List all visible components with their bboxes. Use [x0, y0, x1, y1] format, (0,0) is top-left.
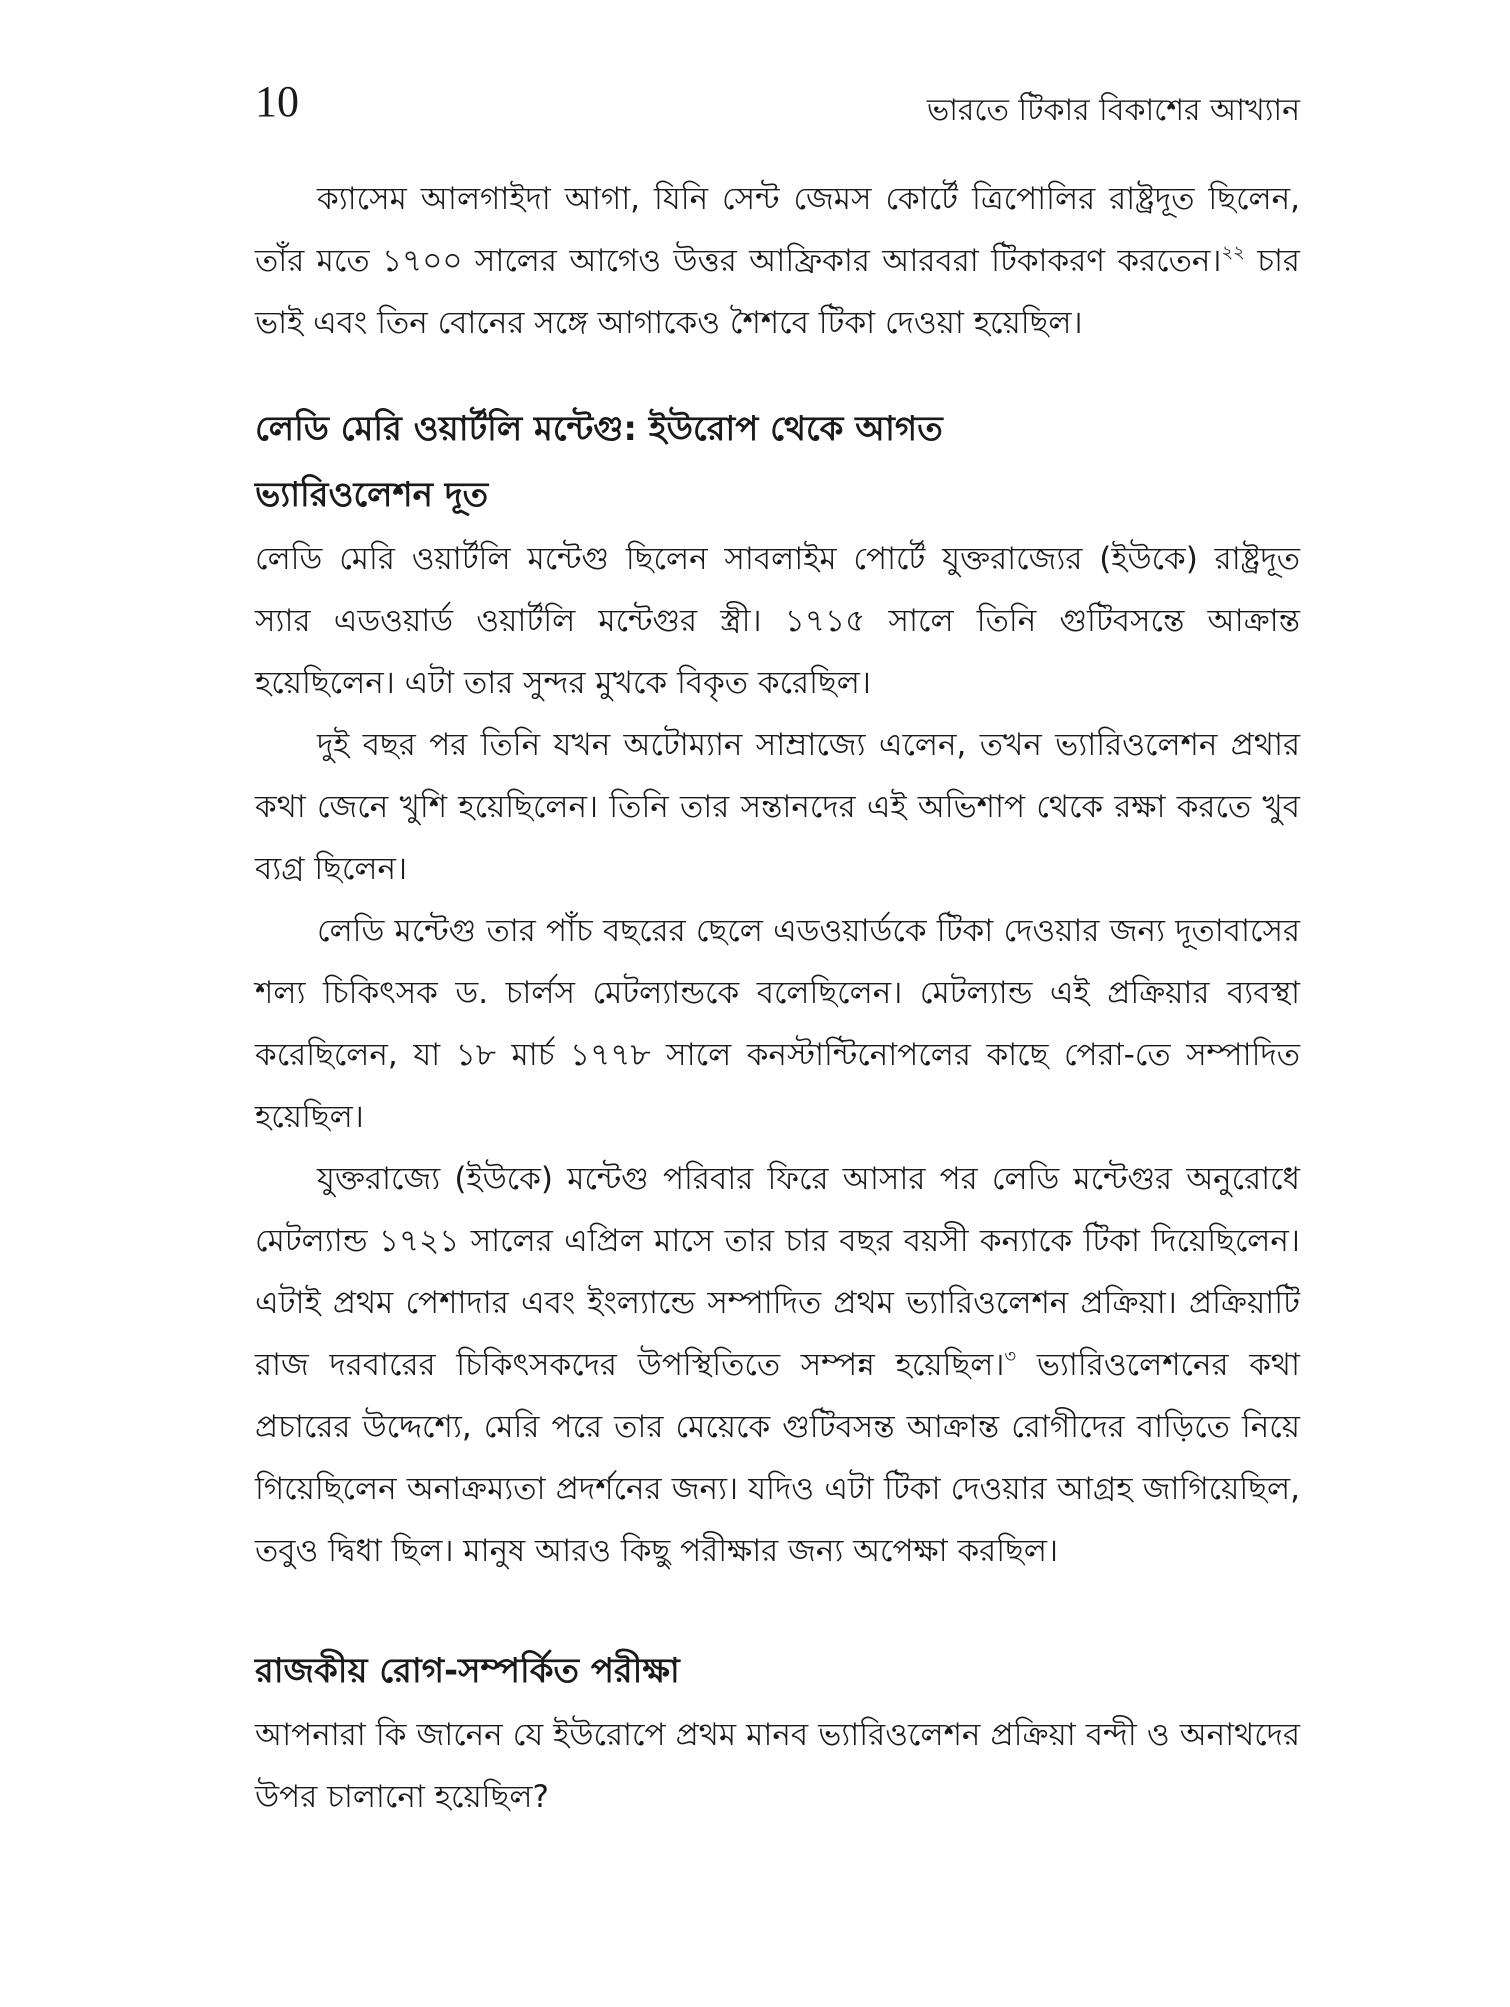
page-number: 10 — [255, 77, 299, 126]
footnote-ref-22: ২২ — [1221, 242, 1245, 263]
section-heading-montagu: লেডি মেরি ওয়ার্টলি মন্টেগু: ইউরোপ থেকে আগত ভ্যারিওলেশন দূত — [255, 409, 943, 515]
paragraph-1: ক্যাসেম আলগাইদা আগা, যিনি সেন্ট জেমস কোর্টে ত্রিপোলির রাষ্ট্রদূত ছিলেন, তাঁর মতে ১৭০০ সালের আগেও উত্তর আফ্রিকার আরবরা টিকাকরণ করতেন।$^{২২}$ চার ভাই এবং তিন বোনের সঙ্গে আগাকেও শৈশবে টিকা দেওয়া হয়েছিল। — [255, 181, 1300, 341]
page-header — [255, 72, 1300, 132]
footnote-ref-3: ৩ — [1004, 1346, 1017, 1367]
paragraph-2: লেডি মেরি ওয়ার্টলি মন্টেগু ছিলেন সাবলাইম পোর্টে যুক্তরাজ্যের (ইউকে) রাষ্ট্রদূত স্যার এডওয়ার্ড ওয়ার্টলি মন্টেগুর স্ত্রী। ১৭১৫ সালে তিনি গুটিবসন্তে আক্রান্ত হয়েছিলেন। এটা তার সুন্দর মুখকে বিকৃত করেছিল। — [255, 541, 1300, 701]
section-heading-royal-test: রাজকীয় রোগ-সম্পর্কিত পরীক্ষা — [255, 1651, 680, 1691]
paragraph-6: আপনারা কি জানেন যে ইউরোপে প্রথম মানব ভ্যারিওলেশন প্রক্রিয়া বন্দী ও অনাথদের উপর চালানো হয়েছিল? — [255, 1717, 1300, 1815]
paragraph-5: যুক্তরাজ্যে (ইউকে) মন্টেগু পরিবার ফিরে আসার পর লেডি মন্টেগুর অনুরোধে মেটল্যান্ড ১৭২১ সালের এপ্রিল মাসে তার চার বছর বয়সী কন্যাকে টিকা দিয়েছিলেন। এটাই প্রথম পেশাদার এবং ইংল্যান্ডে সম্পাদিত প্রথম ভ্যারিওলেশন প্রক্রিয়া। প্রক্রিয়াটি রাজ দরবারের চিকিৎসকদের উপস্থিতিতে সম্পন্ন হয়েছিল।$^৩$ ভ্যারিওলেশনের কথা প্রচারের উদ্দেশ্যে, মেরি পরে তার মেয়েকে গুটিবসন্ত আক্রান্ত রোগীদের বাড়িতে নিয়ে গিয়েছিলেন অনাক্রম্যতা প্রদর্শনের জন্য। যদিও এটা টিকা দেওয়ার আগ্রহ জাগিয়েছিল, তবুও দ্বিধা ছিল। মানুষ আরও কিছু পরীক্ষার জন্য অপেক্ষা করছিল। — [255, 1161, 1300, 1569]
paragraph-4: লেডি মন্টেগু তার পাঁচ বছরের ছেলে এডওয়ার্ডকে টিকা দেওয়ার জন্য দূতাবাসের শল্য চিকিৎসক ড. চার্লস মেটল্যান্ডকে বলেছিলেন। মেটল্যান্ড এই প্রক্রিয়ার ব্যবস্থা করেছিলেন, যা ১৮ মার্চ ১৭৭৮ সালে কনস্টান্টিনোপলের কাছে পেরা-তে সম্পাদিত হয়েছিল। — [255, 913, 1300, 1135]
page-content — [255, 168, 1300, 1828]
running-title: ভারতে টিকার বিকাশের আখ্যান — [926, 93, 1300, 128]
paragraph-3: দুই বছর পর তিনি যখন অটোম্যান সাম্রাজ্যে এলেন, তখন ভ্যারিওলেশন প্রথার কথা জেনে খুশি হয়েছিলেন। তিনি তার সন্তানদের এই অভিশাপ থেকে রক্ষা করতে খুব ব্যগ্র ছিলেন। — [255, 727, 1300, 887]
